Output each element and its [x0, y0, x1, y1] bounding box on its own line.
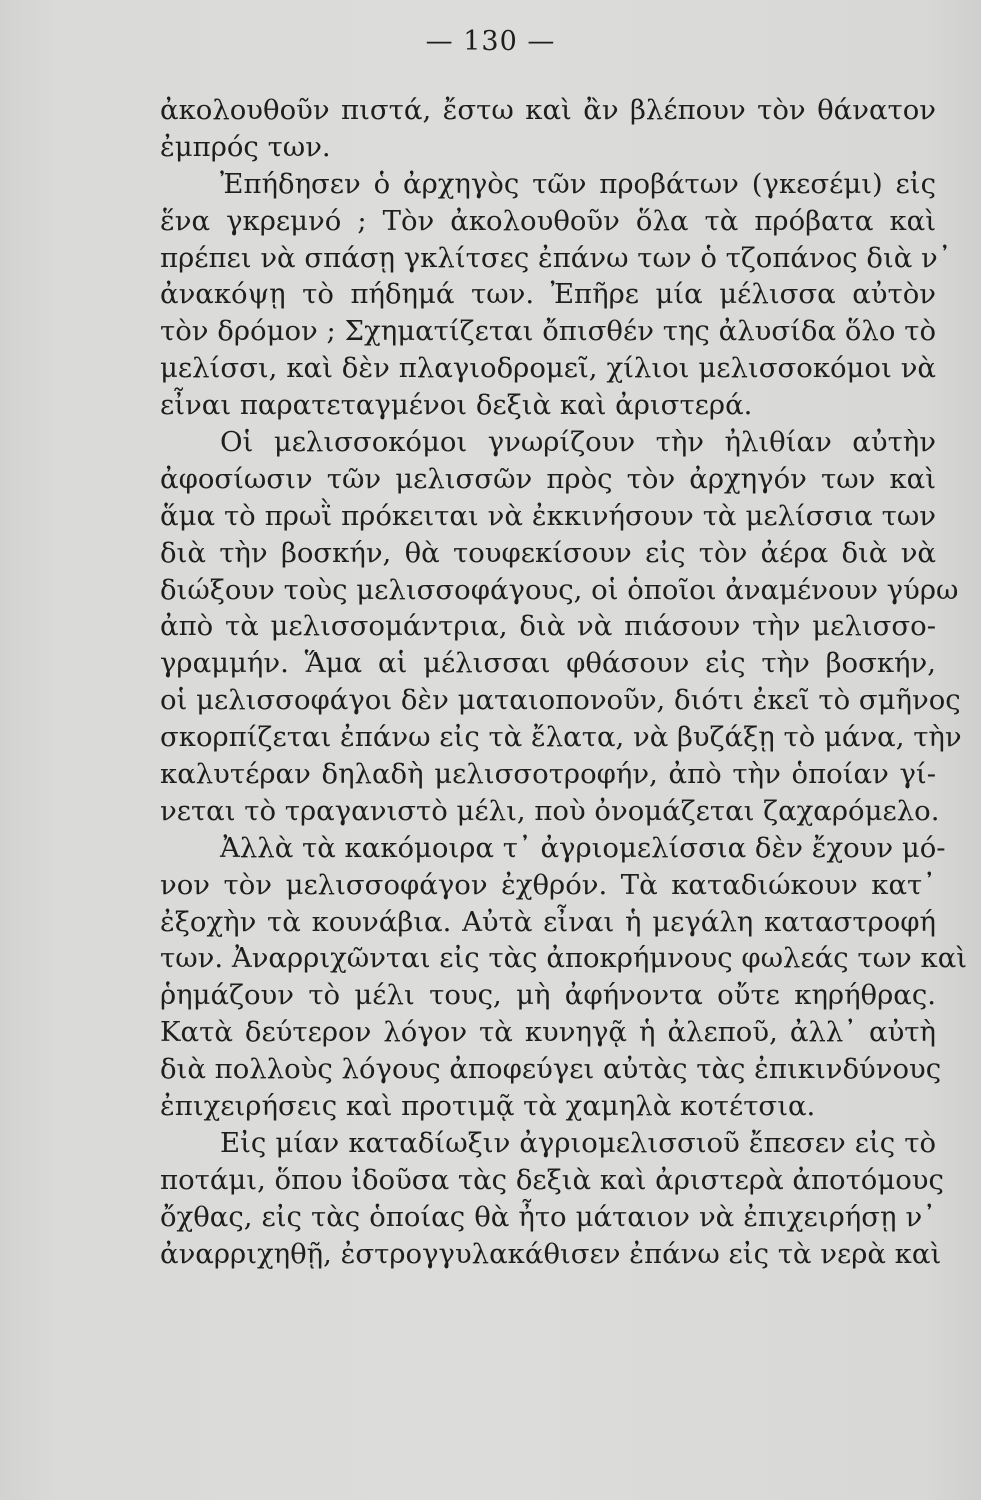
text-line: ἀπὸ τὰ μελισσομάντρια, διὰ νὰ πιάσουν τὴν μελισσο- — [160, 610, 936, 643]
text-line: ἀκολουθοῦν πιστά, ἔστω καὶ ἂν βλέπουν τὸν θάνατον — [160, 94, 936, 126]
text-line: Οἱ μελισσοκόμοι γνωρίζουν τὴν ἠλιθίαν αὐτὴν — [220, 426, 936, 459]
text-line: εἶναι παρατεταγμένοι δεξιὰ καὶ ἀριστερά. — [160, 389, 753, 422]
text-line: ῥημάζουν τὸ μέλι τους, μὴ ἀφήνοντα οὔτε κηρήθρας. — [160, 979, 936, 1012]
text-line: Κατὰ δεύτερον λόγον τὰ κυνηγᾷ ἡ ἀλεποῦ, ἀλλ᾽ αὐτὴ — [160, 1016, 936, 1049]
text-line: μελίσσι, καὶ δὲν πλαγιοδρομεῖ, χίλιοι μελισσοκόμοι νὰ — [160, 352, 936, 385]
page-number: — 130 — — [425, 26, 556, 57]
text-line: οἱ μελισσοφάγοι δὲν ματαιοπονοῦν, διότι ἐκεῖ τὸ σμῆνος — [160, 684, 961, 717]
text-line: ἐπιχειρήσεις καὶ προτιμᾷ τὰ χαμηλὰ κοτέτσια. — [160, 1090, 816, 1123]
text-line: Εἰς μίαν καταδίωξιν ἀγριομελισσιοῦ ἔπεσεν εἰς τὸ — [220, 1126, 936, 1159]
text-line: διὰ πολλοὺς λόγους ἀποφεύγει αὐτὰς τὰς ἐπικινδύνους — [160, 1053, 942, 1086]
text-line: ἀναρριχηθῇ, ἐστρογγυλακάθισεν ἐπάνω εἰς τὰ νερὰ καὶ — [160, 1237, 942, 1270]
text-line: ἅμα τὸ πρωῒ πρόκειται νὰ ἐκκινήσουν τὰ μελίσσια των — [160, 499, 936, 532]
text-line: πρέπει νὰ σπάσῃ γκλίτσες ἐπάνω των ὁ τζοπάνος διὰ ν᾽ — [160, 241, 952, 274]
text-line: καλυτέραν δηλαδὴ μελισσοτροφήν, ἀπὸ τὴν ὁποίαν γί- — [160, 758, 936, 791]
text-line: ποτάμι, ὅπου ἰδοῦσα τὰς δεξιὰ καὶ ἀριστερὰ ἀποτόμους — [160, 1163, 944, 1196]
text-line: νεται τὸ τραγανιστὸ μέλι, ποὺ ὀνομάζεται ζαχαρόμελο. — [160, 794, 940, 827]
text-line: ἐξοχὴν τὰ κουνάβια. Αὐτὰ εἶναι ἡ μεγάλη καταστροφή — [160, 905, 936, 938]
text-line: ἕνα γκρεμνό ; Τὸν ἀκολουθοῦν ὅλα τὰ πρόβατα καὶ — [160, 204, 936, 237]
text-line: ἀνακόψῃ τὸ πήδημά των. Ἐπῆρε μία μέλισσα αὐτὸν — [160, 278, 936, 311]
text-line: ἀφοσίωσιν τῶν μελισσῶν πρὸς τὸν ἀρχηγόν των καὶ — [160, 462, 936, 495]
text-line: νον τὸν μελισσοφάγον ἐχθρόν. Τὰ καταδιώκουν κατ᾽ — [160, 868, 936, 901]
text-line: ἐμπρός των. — [160, 130, 331, 163]
text-line: ὄχθας, εἰς τὰς ὁποίας θὰ ἦτο μάταιον νὰ ἐπιχειρήσῃ ν᾽ — [160, 1200, 936, 1233]
text-line: σκορπίζεται ἐπάνω εἰς τὰ ἔλατα, νὰ βυζάξῃ τὸ μάνα, τὴν — [160, 721, 962, 754]
body-text — [160, 92, 968, 1273]
text-line: Ἐπήδησεν ὁ ἀρχηγὸς τῶν προβάτων (γκεσέμι) εἰς — [220, 167, 936, 200]
text-line: διώξουν τοὺς μελισσοφάγους, οἱ ὁποῖοι ἀναμένουν γύρω — [160, 573, 959, 606]
text-line: γραμμήν. Ἅμα αἱ μέλισσαι φθάσουν εἰς τὴν βοσκήν, — [160, 647, 936, 680]
text-line: διὰ τὴν βοσκήν, θὰ τουφεκίσουν εἰς τὸν ἀέρα διὰ νὰ — [160, 536, 936, 569]
text-line: τὸν δρόμον ; Σχηματίζεται ὄπισθέν της ἀλυσίδα ὅλο τὸ — [160, 315, 936, 348]
text-line: Ἀλλὰ τὰ κακόμοιρα τ᾽ ἀγριομελίσσια δὲν ἔχουν μό- — [220, 831, 946, 864]
text-line: των. Ἀναρριχῶνται εἰς τὰς ἀποκρήμνους φωλεάς των καὶ — [160, 942, 968, 975]
